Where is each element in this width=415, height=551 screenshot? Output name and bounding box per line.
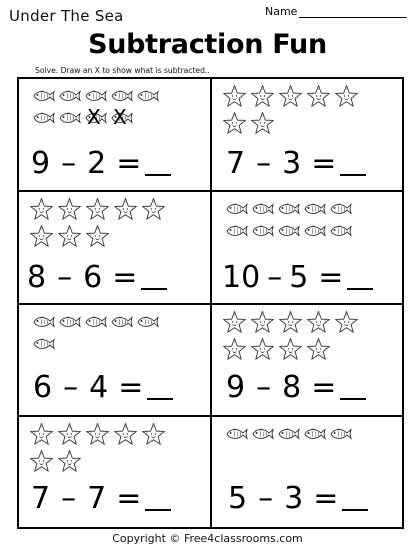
- starfish-icon: [306, 337, 331, 366]
- starfish-icon: [29, 449, 54, 478]
- starfish-icon: [306, 310, 331, 339]
- subtrahend: 2: [87, 146, 107, 181]
- minuend: 7: [31, 481, 51, 516]
- fish-icon: [250, 426, 274, 445]
- answer-blank[interactable]: [340, 396, 366, 400]
- problem-cell-4: [212, 192, 402, 303]
- starfish-icon: [85, 422, 110, 451]
- equation: [27, 260, 218, 295]
- problem-cell-3: [19, 192, 210, 303]
- fish-icon: [328, 201, 352, 220]
- starfish-icon: [141, 197, 166, 226]
- subtrahend: 7: [87, 481, 107, 516]
- starfish-icon: [250, 111, 275, 140]
- minuend: 6: [33, 370, 53, 405]
- fish-icon: [276, 201, 300, 220]
- subtrahend: 6: [83, 260, 103, 295]
- starfish-icon: [29, 422, 54, 451]
- equation: [33, 370, 224, 405]
- starfish-icon: [29, 224, 54, 253]
- problem-cell-5: [19, 305, 210, 415]
- starfish-icon: [113, 422, 138, 451]
- equals-sign: =: [311, 370, 337, 405]
- subtrahend: 8: [282, 370, 302, 405]
- minuend: 5: [228, 481, 248, 516]
- fish-icon: [31, 110, 55, 129]
- equation: [226, 146, 415, 181]
- fish-icon: [302, 426, 326, 445]
- subtrahend: 3: [282, 146, 302, 181]
- starfish-icon: [57, 449, 82, 478]
- fish-icon: [328, 426, 352, 445]
- answer-blank[interactable]: [145, 172, 171, 176]
- equals-sign: =: [311, 146, 337, 181]
- starfish-icon: [57, 224, 82, 253]
- starfish-icon: [141, 422, 166, 451]
- answer-blank[interactable]: [141, 286, 167, 290]
- starfish-icon: [250, 337, 275, 366]
- equals-sign: =: [313, 481, 339, 516]
- fish-icon: [31, 314, 55, 333]
- subtrahend: 5: [289, 260, 309, 295]
- name-label: Name: [265, 5, 298, 18]
- problem-cell-8: [212, 417, 402, 527]
- starfish-icon: [334, 84, 359, 113]
- minuend: 8: [27, 260, 47, 295]
- problem-grid: [17, 77, 404, 529]
- starfish-icon: [222, 84, 247, 113]
- minus-sign: –: [61, 146, 77, 181]
- starfish-icon: [29, 197, 54, 226]
- fish-icon: [276, 426, 300, 445]
- starfish-icon: [222, 111, 247, 140]
- problem-cell-6: [212, 305, 402, 415]
- starfish-icon: [57, 422, 82, 451]
- starfish-icon: [222, 337, 247, 366]
- starfish-icon: [278, 310, 303, 339]
- fish-icon: [328, 223, 352, 242]
- fish-icon: [57, 314, 81, 333]
- subtrahend: 3: [284, 481, 304, 516]
- instructions: Solve. Draw an X to show what is subtracted..: [35, 66, 210, 75]
- equation: [31, 146, 222, 181]
- fish-icon: [135, 88, 159, 107]
- equation: [222, 260, 412, 295]
- minuend: 7: [226, 146, 246, 181]
- minus-sign: –: [256, 370, 272, 405]
- minuend: 10: [222, 260, 261, 295]
- answer-blank[interactable]: [145, 507, 171, 511]
- equals-sign: =: [112, 260, 138, 295]
- minuend: 9: [226, 370, 246, 405]
- equation: [226, 370, 415, 405]
- starfish-icon: [334, 310, 359, 339]
- fish-icon: [250, 201, 274, 220]
- starfish-icon: [306, 84, 331, 113]
- equals-sign: =: [116, 481, 142, 516]
- problem-cell-7: [19, 417, 210, 527]
- starfish-icon: [250, 84, 275, 113]
- fish-icon: [109, 314, 133, 333]
- fish-icon: [302, 201, 326, 220]
- starfish-icon: [113, 197, 138, 226]
- fish-icon: [57, 110, 81, 129]
- name-line[interactable]: [299, 6, 407, 18]
- fish-icon: [135, 314, 159, 333]
- starfish-icon: [222, 310, 247, 339]
- fish-icon: [31, 88, 55, 107]
- fish-icon: [276, 223, 300, 242]
- equals-sign: =: [118, 370, 144, 405]
- minus-sign: –: [63, 370, 79, 405]
- equation: [31, 481, 222, 516]
- minus-sign: –: [258, 481, 274, 516]
- fish-icon: [250, 223, 274, 242]
- name-field[interactable]: [265, 5, 407, 18]
- cross-mark: X: [113, 105, 127, 129]
- minus-sign: –: [267, 260, 283, 295]
- fish-icon: [224, 223, 248, 242]
- equation: [228, 481, 415, 516]
- starfish-icon: [278, 337, 303, 366]
- fish-icon: [31, 336, 55, 355]
- fish-icon: [224, 201, 248, 220]
- cross-mark: X: [87, 105, 101, 129]
- equals-sign: =: [116, 146, 142, 181]
- equals-sign: =: [318, 260, 344, 295]
- answer-blank[interactable]: [147, 396, 173, 400]
- sheet-title: Under The Sea: [9, 7, 124, 25]
- starfish-icon: [250, 310, 275, 339]
- minus-sign: –: [57, 260, 73, 295]
- page-title: Subtraction Fun: [88, 29, 327, 60]
- starfish-icon: [57, 197, 82, 226]
- minuend: 9: [31, 146, 51, 181]
- fish-icon: [57, 88, 81, 107]
- copyright-footer: Copyright © Free4classrooms.com: [112, 532, 303, 545]
- answer-blank[interactable]: [347, 286, 373, 290]
- starfish-icon: [85, 197, 110, 226]
- starfish-icon: [278, 84, 303, 113]
- fish-icon: [302, 223, 326, 242]
- answer-blank[interactable]: [342, 507, 368, 511]
- fish-icon: [224, 426, 248, 445]
- problem-cell-1: [19, 79, 210, 190]
- fish-icon: [83, 314, 107, 333]
- answer-blank[interactable]: [340, 172, 366, 176]
- subtrahend: 4: [89, 370, 109, 405]
- minus-sign: –: [256, 146, 272, 181]
- starfish-icon: [85, 224, 110, 253]
- problem-cell-2: [212, 79, 402, 190]
- minus-sign: –: [61, 481, 77, 516]
